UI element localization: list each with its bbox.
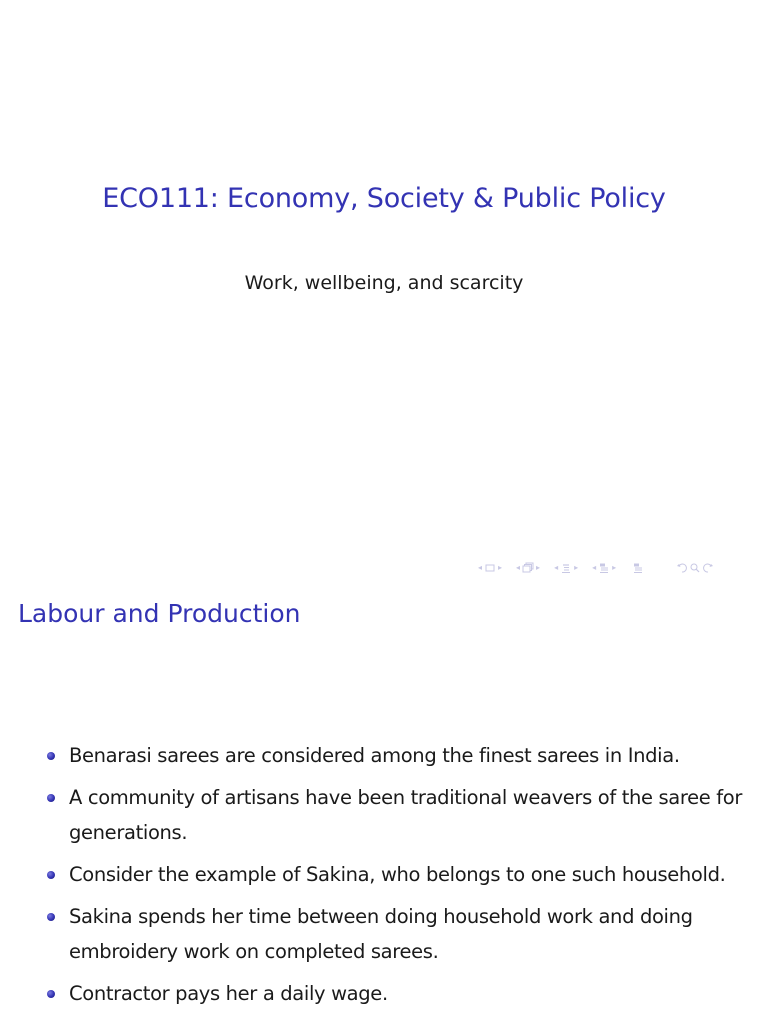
bullet-list bbox=[46, 738, 756, 1018]
nav-prev-slide-arrow[interactable]: ◂ bbox=[478, 563, 483, 572]
nav-next-section-arrow[interactable]: ▸ bbox=[612, 563, 617, 572]
nav-prev-frame-arrow[interactable]: ◂ bbox=[516, 563, 521, 572]
bullet-icon bbox=[47, 990, 55, 998]
beamer-navigation-bar bbox=[476, 561, 715, 575]
bullet-text: Consider the example of Sakina, who belongs to one such household. bbox=[69, 863, 726, 886]
bullet-icon bbox=[47, 871, 55, 879]
nav-prev-section-arrow[interactable]: ◂ bbox=[592, 563, 597, 572]
nav-prev-subsection-arrow[interactable]: ◂ bbox=[554, 563, 559, 572]
nav-next-slide-arrow[interactable]: ▸ bbox=[498, 563, 503, 572]
nav-search-icon[interactable] bbox=[689, 562, 701, 574]
nav-next-subsection-arrow[interactable]: ▸ bbox=[574, 563, 579, 572]
bullet-text: Sakina spends her time between doing household work and doing embroidery work on completed sarees. bbox=[69, 905, 693, 963]
nav-section-group bbox=[590, 562, 618, 574]
nav-document-icon[interactable] bbox=[632, 562, 644, 574]
presentation-title: ECO111: Economy, Society & Public Policy bbox=[102, 183, 666, 214]
nav-back-icon[interactable] bbox=[676, 562, 688, 574]
nav-next-frame-arrow[interactable]: ▸ bbox=[536, 563, 541, 572]
nav-frame-icon[interactable] bbox=[522, 562, 534, 574]
bullet-item bbox=[46, 780, 756, 850]
nav-search-group bbox=[676, 562, 715, 574]
bullet-item bbox=[46, 899, 756, 969]
nav-slide-group bbox=[476, 562, 504, 574]
nav-frame-group bbox=[514, 562, 542, 574]
content-slide bbox=[0, 580, 768, 1024]
frame-title: Labour and Production bbox=[18, 599, 301, 628]
nav-subsection-group bbox=[552, 562, 580, 574]
bullet-item bbox=[46, 738, 756, 773]
bullet-text: Benarasi sarees are considered among the finest sarees in India. bbox=[69, 744, 680, 767]
bullet-item bbox=[46, 976, 756, 1011]
nav-section-icon[interactable] bbox=[598, 562, 610, 574]
nav-slide-icon[interactable] bbox=[484, 562, 496, 574]
bullet-icon bbox=[47, 794, 55, 802]
nav-subsection-icon[interactable] bbox=[560, 562, 572, 574]
nav-document-group bbox=[632, 562, 644, 574]
nav-forward-icon[interactable] bbox=[702, 562, 714, 574]
bullet-icon bbox=[47, 752, 55, 760]
bullet-icon bbox=[47, 913, 55, 921]
bullet-text: A community of artisans have been traditional weavers of the saree for generations. bbox=[69, 786, 743, 844]
bullet-text: Contractor pays her a daily wage. bbox=[69, 982, 388, 1005]
bullet-item bbox=[46, 857, 756, 892]
presentation-subtitle: Work, wellbeing, and scarcity bbox=[244, 272, 524, 294]
